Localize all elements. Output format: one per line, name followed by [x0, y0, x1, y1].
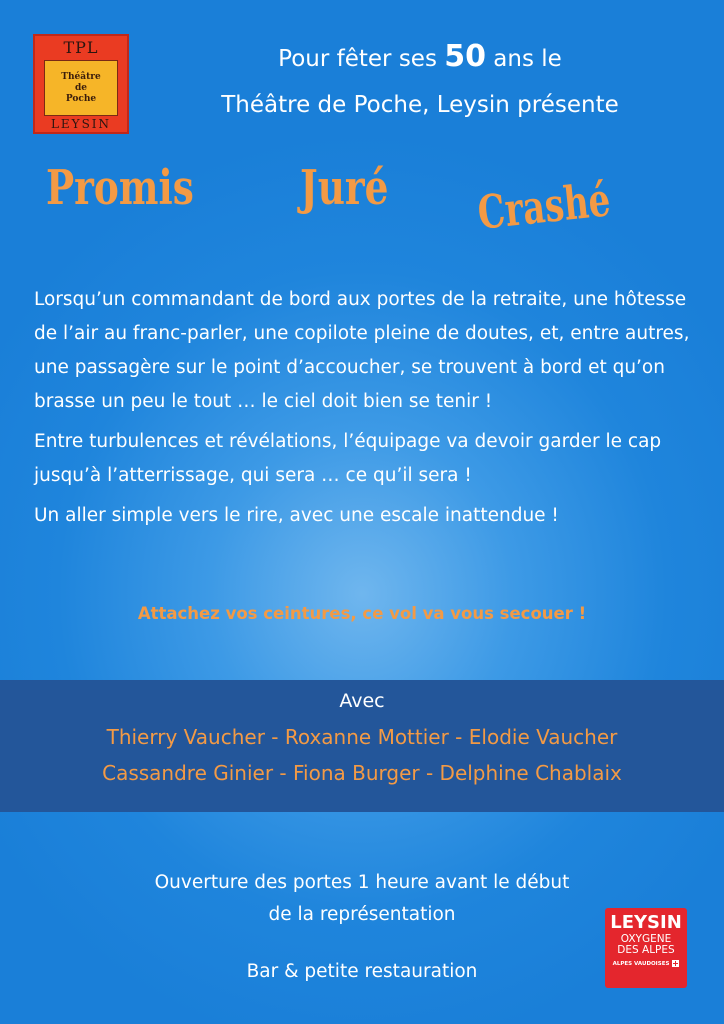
cast-line-2: Cassandre Ginier - Fiona Burger - Delphine Chablaix — [102, 761, 622, 785]
synopsis — [34, 283, 694, 539]
logo-tpl-text: TPL — [63, 38, 99, 57]
title-word-crashe: Crashé — [475, 172, 613, 240]
intro-text-before: Pour fêter ses — [278, 46, 445, 72]
cast-line-1: Thierry Vaucher - Roxanne Mottier - Elodie Vaucher — [106, 725, 618, 749]
doors-info-line-2: de la représentation — [268, 904, 456, 925]
cast-band — [0, 680, 724, 812]
tagline: Attachez vos ceintures, ce vol va vous secouer ! — [137, 604, 587, 623]
theatre-de-poche-logo — [33, 34, 129, 134]
intro-heading — [140, 34, 700, 128]
swiss-cross-icon — [672, 960, 679, 967]
anniversary-number: 50 — [444, 39, 486, 74]
intro-line-2: Théâtre de Poche, Leysin présente — [221, 92, 619, 118]
logo-theatre-name: Théâtre de Poche — [61, 71, 101, 104]
cast-heading: Avec — [339, 690, 385, 712]
leysin-logo-name: LEYSIN — [610, 912, 682, 933]
title-word-promis: Promis — [46, 160, 194, 216]
leysin-logo — [605, 908, 687, 988]
intro-text-after: ans le — [486, 46, 562, 72]
bar-info: Bar & petite restauration — [246, 961, 478, 982]
synopsis-paragraph: Entre turbulences et révélations, l’équipage va devoir garder le cap jusqu’à l’atterrissage, qui sera … ce qu’il sera ! — [34, 431, 662, 486]
doors-info-line-1: Ouverture des portes 1 heure avant le début — [154, 872, 570, 893]
title-word-jure: Juré — [300, 160, 389, 216]
leysin-logo-slogan-2: DES ALPES — [617, 944, 675, 956]
leysin-logo-region — [613, 960, 680, 967]
logo-leysin-text: LEYSIN — [50, 117, 112, 131]
intro-line-1 — [140, 34, 700, 82]
synopsis-paragraph: Lorsqu’un commandant de bord aux portes de la retraite, une hôtesse de l’air au franc-parler, une copilote pleine de doutes, et, entre autres, une passagère sur le point d’accoucher, se trouvent à bord et qu’on brasse un peu le tout … le ciel doit bien se tenir ! — [34, 289, 690, 412]
synopsis-paragraph: Un aller simple vers le rire, avec une escale inattendue ! — [34, 505, 559, 526]
logo-stage-panel — [44, 60, 118, 116]
leysin-logo-slogan-1: OXYGENE — [620, 933, 672, 945]
leysin-logo-region-text: ALPES VAUDOISES — [612, 960, 670, 967]
play-title — [0, 150, 724, 270]
